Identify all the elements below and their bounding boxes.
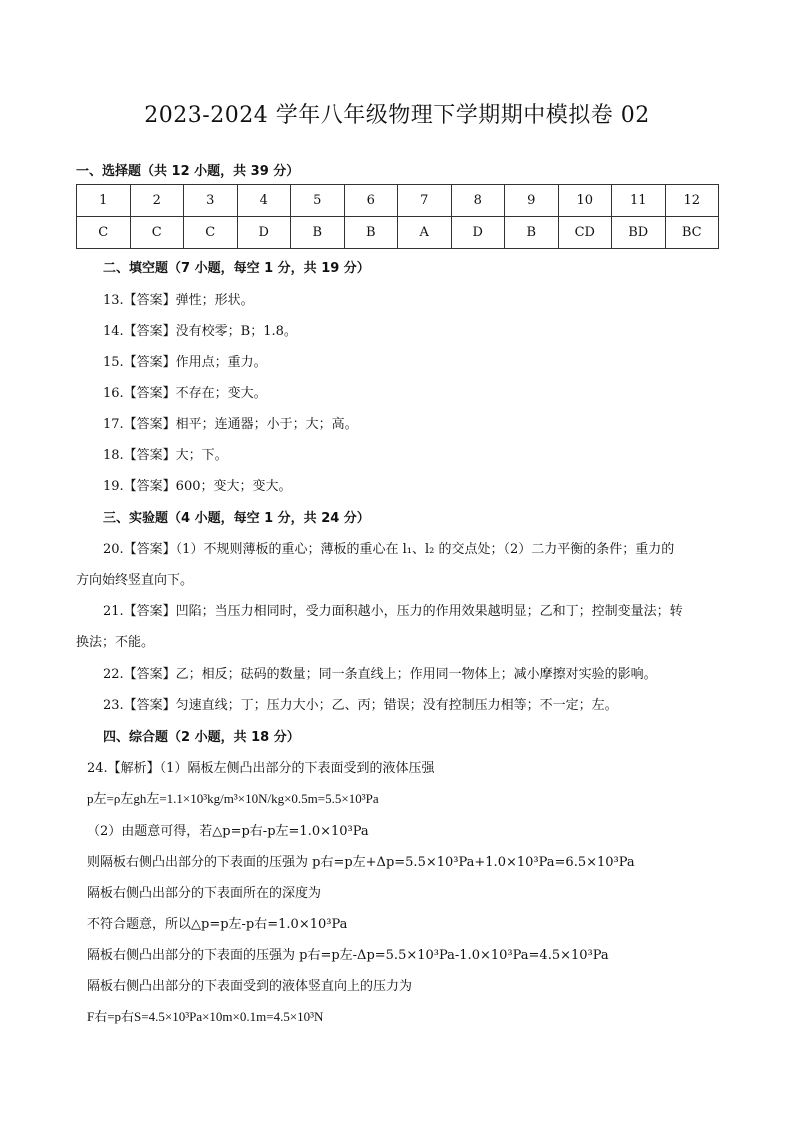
answer-cell: BD [612, 217, 666, 249]
answer-13: 13.【答案】弹性；形状。 [103, 293, 254, 308]
question-number: 6 [344, 185, 398, 217]
answer-cell: CD [558, 217, 612, 249]
question-number: 4 [237, 185, 291, 217]
section3-heading: 三、实验题（4 小题，每空 1 分，共 24 分） [103, 511, 370, 526]
question-number: 10 [558, 185, 612, 217]
section4-heading: 四、综合题（2 小题，共 18 分） [103, 730, 300, 745]
answer-21-line1: 21.【答案】凹陷；当压力相同时，受力面积越小，压力的作用效果越明显；乙和丁；控制变量法；转 [103, 604, 683, 619]
section1-heading: 一、选择题（共 12 小题，共 39 分） [76, 164, 300, 179]
answer-cell: B [505, 217, 559, 249]
formula-force-right: F右=p右S=4.5×10³Pa×10m×0.1m=4.5×10³N [87, 1009, 324, 1024]
answer-cell: BC [665, 217, 719, 249]
page-title: 2023-2024 学年八年级物理下学期期中模拟卷 02 [144, 103, 650, 128]
answer-cell: D [451, 217, 505, 249]
answer-21-line2: 换法；不能。 [76, 635, 155, 650]
answer-19: 19.【答案】600；变大；变大。 [103, 479, 292, 494]
question-number: 1 [77, 185, 131, 217]
question-number: 2 [130, 185, 184, 217]
answer-cell: D [237, 217, 291, 249]
answer-18: 18.【答案】大；下。 [103, 448, 228, 463]
answer-14: 14.【答案】没有校零；B；1.8。 [103, 324, 297, 339]
question-number: 11 [612, 185, 666, 217]
answer-cell: B [344, 217, 398, 249]
analysis-24-part2: （2）由题意可得，若△p=p右-p左=1.0×10³Pa [87, 824, 369, 839]
answer-17: 17.【答案】相平；连通器；小于；大；高。 [103, 417, 358, 432]
question-number: 8 [451, 185, 505, 217]
formula-pressure-left: p左=ρ左gh左=1.1×10³kg/m³×10N/kg×0.5m=5.5×10³Pa [87, 791, 379, 806]
answer-cell: C [184, 217, 238, 249]
analysis-force: 隔板右侧凸出部分的下表面受到的液体竖直向上的压力为 [87, 979, 413, 994]
answer-cell: A [398, 217, 452, 249]
answer-22: 22.【答案】乙；相反；砝码的数量；同一条直线上；作用同一物体上；减小摩擦对实验的影响。 [103, 667, 657, 682]
answer-table [76, 184, 719, 249]
question-number: 9 [505, 185, 559, 217]
answer-15: 15.【答案】作用点；重力。 [103, 355, 267, 370]
answer-cell: C [130, 217, 184, 249]
answer-cell: B [291, 217, 345, 249]
formula-pressure-right-2: 隔板右侧凸出部分的下表面的压强为 p右=p左-Δp=5.5×10³Pa-1.0×10³Pa=4.5×10³Pa [87, 948, 609, 963]
question-number: 5 [291, 185, 345, 217]
answer-16: 16.【答案】不存在；变大。 [103, 386, 267, 401]
answer-cell: C [77, 217, 131, 249]
question-number: 12 [665, 185, 719, 217]
answer-20-line1: 20.【答案】（1）不规则薄板的重心；薄板的重心在 l₁、l₂ 的交点处；（2）二力平衡的条件；重力的 [103, 542, 675, 557]
answer-23: 23.【答案】匀速直线；丁；压力大小；乙、丙；错误；没有控制压力相等；不一定；左。 [103, 698, 618, 713]
analysis-not-fit: 不符合题意，所以△p=p左-p右=1.0×10³Pa [87, 917, 348, 932]
answer-20-line2: 方向始终竖直向下。 [76, 573, 194, 588]
answer-table-number-row [77, 185, 719, 217]
analysis-24-intro: 24.【解析】（1）隔板左侧凸出部分的下表面受到的液体压强 [87, 761, 435, 776]
question-number: 7 [398, 185, 452, 217]
analysis-depth: 隔板右侧凸出部分的下表面所在的深度为 [87, 886, 322, 901]
section2-heading: 二、填空题（7 小题，每空 1 分，共 19 分） [103, 261, 370, 276]
answer-table-answer-row [77, 217, 719, 249]
formula-pressure-right-1: 则隔板右侧凸出部分的下表面的压强为 p右=p左+Δp=5.5×10³Pa+1.0×10³Pa=6.5×10³Pa [87, 855, 635, 870]
question-number: 3 [184, 185, 238, 217]
